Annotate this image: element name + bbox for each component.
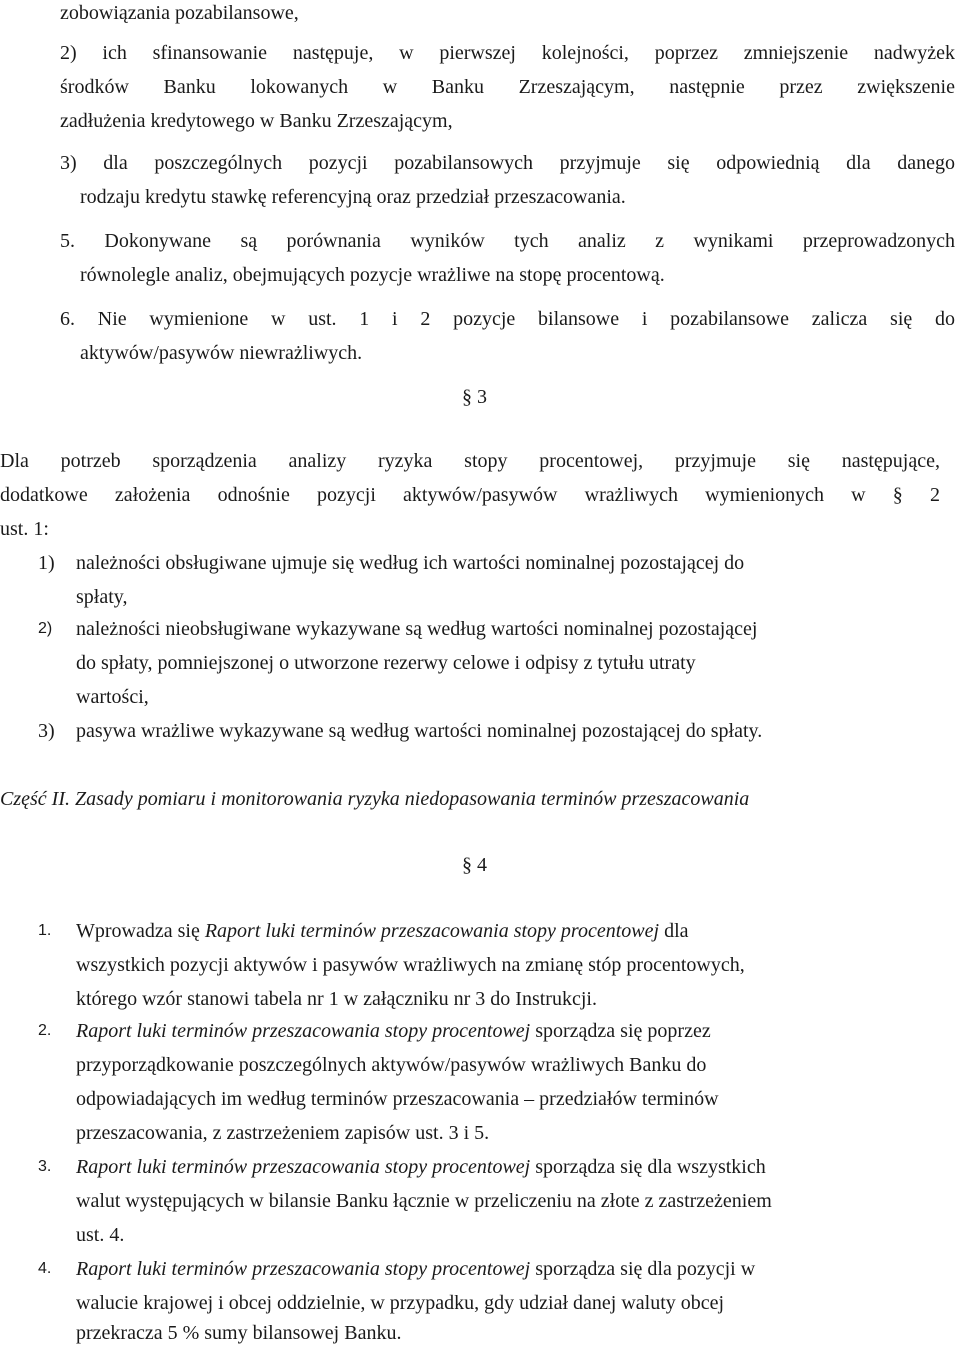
report-name: Raport luki terminów przeszacowania stopy procentowej: [76, 1258, 531, 1280]
list-number: 1): [38, 552, 55, 574]
list-number: 3.: [38, 1158, 52, 1175]
paragraph-line: ust. 1:: [0, 518, 49, 540]
paragraph-line: równolegle analiz, obejmujących pozycje wrażliwe na stopę procentową.: [80, 264, 665, 286]
paragraph-line: wartości,: [76, 686, 149, 708]
paragraph-line: [76, 1252, 755, 1286]
paragraph-line: spłaty,: [76, 586, 128, 608]
paragraph-line: należności obsługiwane ujmuje się według ich wartości nominalnej pozostającej do: [76, 552, 745, 574]
paragraph-line: rodzaju kredytu stawkę referencyjną oraz przedział przeszacowania.: [80, 186, 626, 208]
paragraph-line: [76, 1014, 711, 1048]
paragraph-line: odpowiadających im według terminów przeszacowania – przedziałów terminów: [76, 1088, 719, 1110]
paragraph-line: pasywa wrażliwe wykazywane są według wartości nominalnej pozostającej do spłaty.: [76, 720, 763, 742]
paragraph-line: którego wzór stanowi tabela nr 1 w załączniku nr 3 do Instrukcji.: [76, 988, 597, 1010]
paragraph-line: należności nieobsługiwane wykazywane są według wartości nominalnej pozostającej: [76, 618, 758, 640]
paragraph-line: przyporządkowanie poszczególnych aktywów/pasywów wrażliwych Banku do: [76, 1054, 707, 1076]
list-number: 3): [38, 720, 55, 742]
list-number: 4.: [38, 1260, 52, 1277]
paragraph-line: środków Banku lokowanych w Banku Zrzeszającym, następnie przez zwiększenie: [60, 76, 955, 98]
list-number: 2.: [38, 1022, 52, 1039]
paragraph-line: Dla potrzeb sporządzenia analizy ryzyka stopy procentowej, przyjmuje się następujące,: [0, 450, 940, 472]
paragraph-line: ust. 4.: [76, 1224, 125, 1246]
text-run: sporządza się dla wszystkich: [530, 1156, 766, 1178]
text-line-commitments: zobowiązania pozabilansowe,: [60, 2, 299, 24]
paragraph-line: 2) ich sfinansowanie następuje, w pierwszej kolejności, poprzez zmniejszenie nadwyżek: [60, 42, 955, 64]
numbered-item-6: [60, 302, 955, 336]
paragraph-line: [76, 1150, 766, 1184]
list-item-2-financing-cont: [60, 70, 955, 104]
intro-paragraph-cont: [0, 478, 940, 512]
text-run: sporządza się poprzez: [530, 1020, 711, 1042]
report-name: Raport luki terminów przeszacowania stopy procentowej: [76, 1156, 531, 1178]
text-run: Wprowadza się: [76, 920, 205, 942]
paragraph-line: do spłaty, pomniejszonej o utworzone rezerwy celowe i odpisy z tytułu utraty: [76, 652, 696, 674]
paragraph-line: aktywów/pasywów niewrażliwych.: [80, 342, 363, 364]
list-item-3-offbalance: [60, 146, 955, 180]
paragraph-line: wszystkich pozycji aktywów i pasywów wrażliwych na zmianę stóp procentowych,: [76, 954, 745, 976]
paragraph-line: 5. Dokonywane są porównania wyników tych analiz z wynikami przeprowadzonych: [60, 230, 955, 252]
section-heading-4: § 4: [462, 854, 487, 876]
section-heading-3: § 3: [462, 386, 487, 408]
list-number: 2): [38, 620, 53, 637]
paragraph-line: dodatkowe założenia odnośnie pozycji aktywów/pasywów wrażliwych wymienionych w § 2: [0, 484, 940, 506]
paragraph-line: [76, 914, 689, 948]
paragraph-line: walut występujących w bilansie Banku łącznie w przeliczeniu na złote z zastrzeżeniem: [76, 1190, 772, 1212]
text-run: dla: [659, 920, 689, 942]
report-name: Raport luki terminów przeszacowania stopy procentowej: [204, 920, 660, 942]
paragraph-line: przekracza 5 % sumy bilansowej Banku.: [76, 1322, 402, 1344]
part-heading: Część II. Zasady pomiaru i monitorowania ryzyka niedopasowania terminów przeszacowania: [0, 788, 750, 810]
list-item-2-financing: [60, 36, 955, 70]
list-number: 1.: [38, 922, 52, 939]
numbered-item-5: [60, 224, 955, 258]
paragraph-line: walucie krajowej i obcej oddzielnie, w przypadku, gdy udział danej waluty obcej: [76, 1292, 725, 1314]
report-name: Raport luki terminów przeszacowania stopy procentowej: [76, 1020, 531, 1042]
paragraph-line: 3) dla poszczególnych pozycji pozabilansowych przyjmuje się odpowiednią dla danego: [60, 152, 955, 174]
paragraph-line: zadłużenia kredytowego w Banku Zrzeszającym,: [60, 110, 453, 132]
paragraph-line: 6. Nie wymienione w ust. 1 i 2 pozycje bilansowe i pozabilansowe zalicza się do: [60, 308, 955, 330]
text-run: sporządza się dla pozycji w: [530, 1258, 756, 1280]
intro-paragraph: [0, 444, 940, 478]
paragraph-line: przeszacowania, z zastrzeżeniem zapisów ust. 3 i 5.: [76, 1122, 490, 1144]
